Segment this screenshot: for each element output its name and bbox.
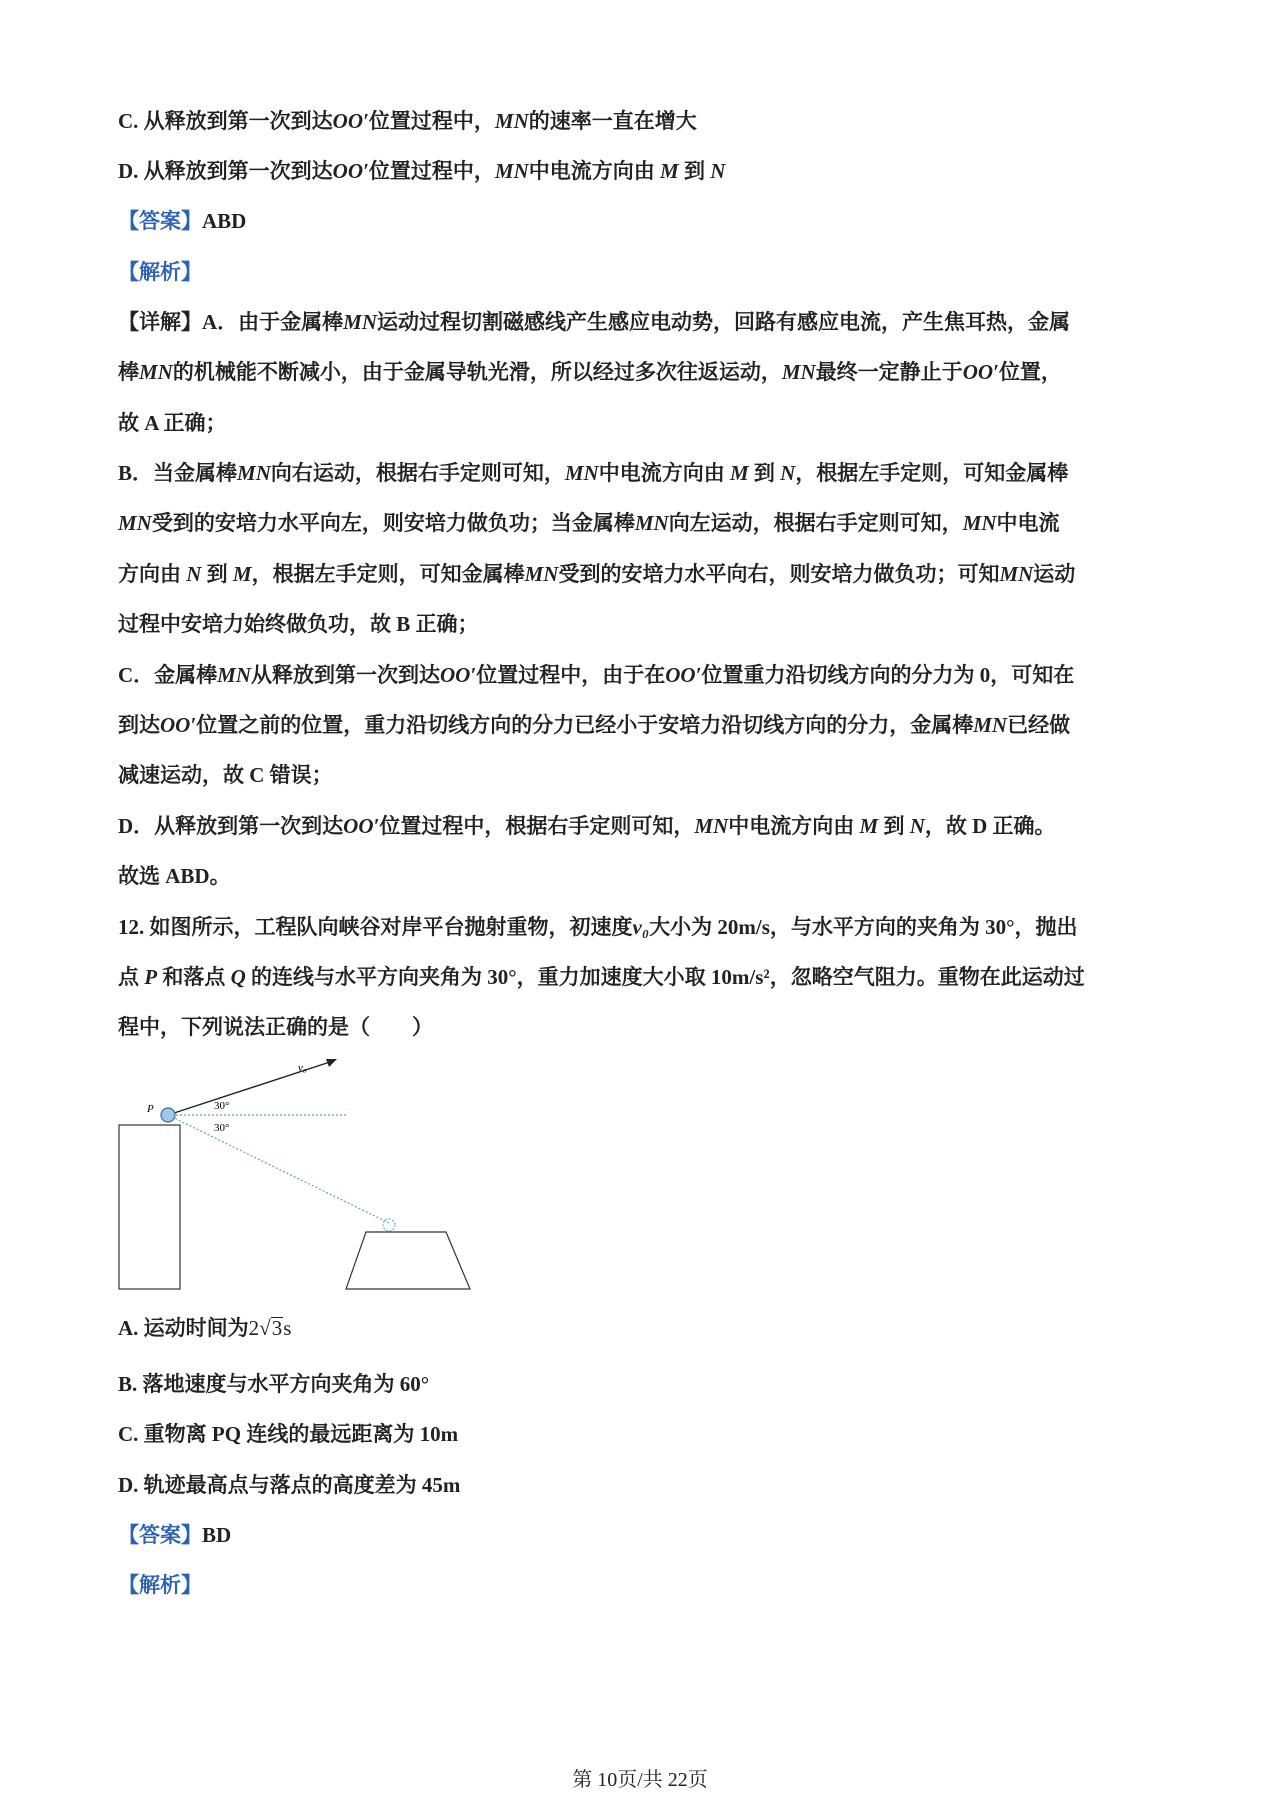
answer-tag: 【答案】	[118, 1523, 202, 1547]
p-label: P	[147, 1103, 154, 1115]
q12-stem-line-1: 12. 如图所示，工程队向峡谷对岸平台抛射重物，初速度v₀大小为 20m/s，与水平方向的夹角为 30°，抛出	[118, 915, 1078, 939]
q12-option-a: A. 运动时间为2√3s	[118, 1316, 292, 1340]
q11-detail-line-4: B．当金属棒MN向右运动，根据右手定则可知，MN中电流方向由 M 到 N，根据左手定则，可知金属棒	[118, 461, 1069, 485]
q11-detail-line-7: 过程中安培力始终做负功，故 B 正确；	[118, 612, 479, 636]
cliff	[119, 1125, 180, 1289]
q11-answer: 【答案】ABD	[118, 209, 247, 233]
initial-velocity-arrow	[168, 1061, 333, 1115]
analysis-tag: 【解析】	[118, 1573, 202, 1597]
q11-detail-line-3: 故 A 正确；	[118, 411, 227, 435]
pq-connecting-line	[168, 1115, 389, 1223]
q12-option-d: D. 轨迹最高点与落点的高度差为 45m	[118, 1473, 461, 1497]
q11-option-c: C. 从释放到第一次到达OO′位置过程中，MN的速率一直在增大	[118, 109, 697, 133]
q12-analysis-heading	[118, 1570, 1173, 1600]
q11-option-d: D. 从释放到第一次到达OO′位置过程中，MN中电流方向由 M 到 N	[118, 159, 726, 183]
q11-detail-line-9: 到达OO′位置之前的位置，重力沿切线方向的分力已经小于安培力沿切线方向的分力，金属棒MN已经做	[118, 713, 1071, 737]
page-footer: 第 10页/共 22页	[572, 1769, 708, 1791]
q11-detail-line-1: 【详解】A．由于金属棒MN运动过程切割磁感线产生感应电动势，回路有感应电流，产生焦耳热，金属	[118, 310, 1071, 334]
projectile-ball	[161, 1108, 175, 1122]
angle-label-upper: 30°	[214, 1100, 230, 1112]
q11-detail-line-6: 方向由 N 到 M，根据左手定则，可知金属棒MN受到的安培力水平向右，则安培力做负功；可知MN运动	[118, 562, 1076, 586]
q12-answer: 【答案】BD	[118, 1523, 232, 1547]
landing-point-marker	[383, 1219, 395, 1231]
q11-detail-line-8: C．金属棒MN从释放到第一次到达OO′位置过程中，由于在OO′位置重力沿切线方向的分力为 0，可知在	[118, 663, 1075, 687]
answer-tag: 【答案】	[118, 209, 202, 233]
q11-detail-line-2: 棒MN的机械能不断减小，由于金属导轨光滑，所以经过多次往返运动，MN最终一定静止于OO′位置，	[118, 360, 1062, 384]
projectile-diagram	[112, 1055, 472, 1305]
q11-detail-line-11: D．从释放到第一次到达OO′位置过程中，根据右手定则可知，MN中电流方向由 M 到 N，故 D 正确。	[118, 814, 1056, 838]
q11-detail-line-10: 减速运动，故 C 错误；	[118, 763, 333, 787]
q12-option-c: C. 重物离 PQ 连线的最远距离为 10m	[118, 1422, 459, 1446]
analysis-tag: 【解析】	[118, 260, 202, 284]
angle-label-lower: 30°	[214, 1122, 230, 1134]
v0-label: v₀	[298, 1062, 307, 1074]
q11-detail-line-5: MN受到的安培力水平向左，则安培力做负功；当金属棒MN向左运动，根据右手定则可知，MN中电流	[118, 511, 1060, 535]
q12-stem-line-2: 点 P 和落点 Q 的连线与水平方向夹角为 30°，重力加速度大小取 10m/s²，忽略空气阻力。重物在此运动过	[118, 965, 1085, 989]
q11-analysis-heading	[118, 257, 1173, 287]
q11-detail-line-12: 故选 ABD。	[118, 864, 231, 888]
platform	[346, 1232, 470, 1289]
q12-stem-line-3: 程中，下列说法正确的是（ ）	[118, 1015, 433, 1039]
arrow-head-icon	[326, 1059, 337, 1067]
q12-option-b: B. 落地速度与水平方向夹角为 60°	[118, 1372, 430, 1396]
